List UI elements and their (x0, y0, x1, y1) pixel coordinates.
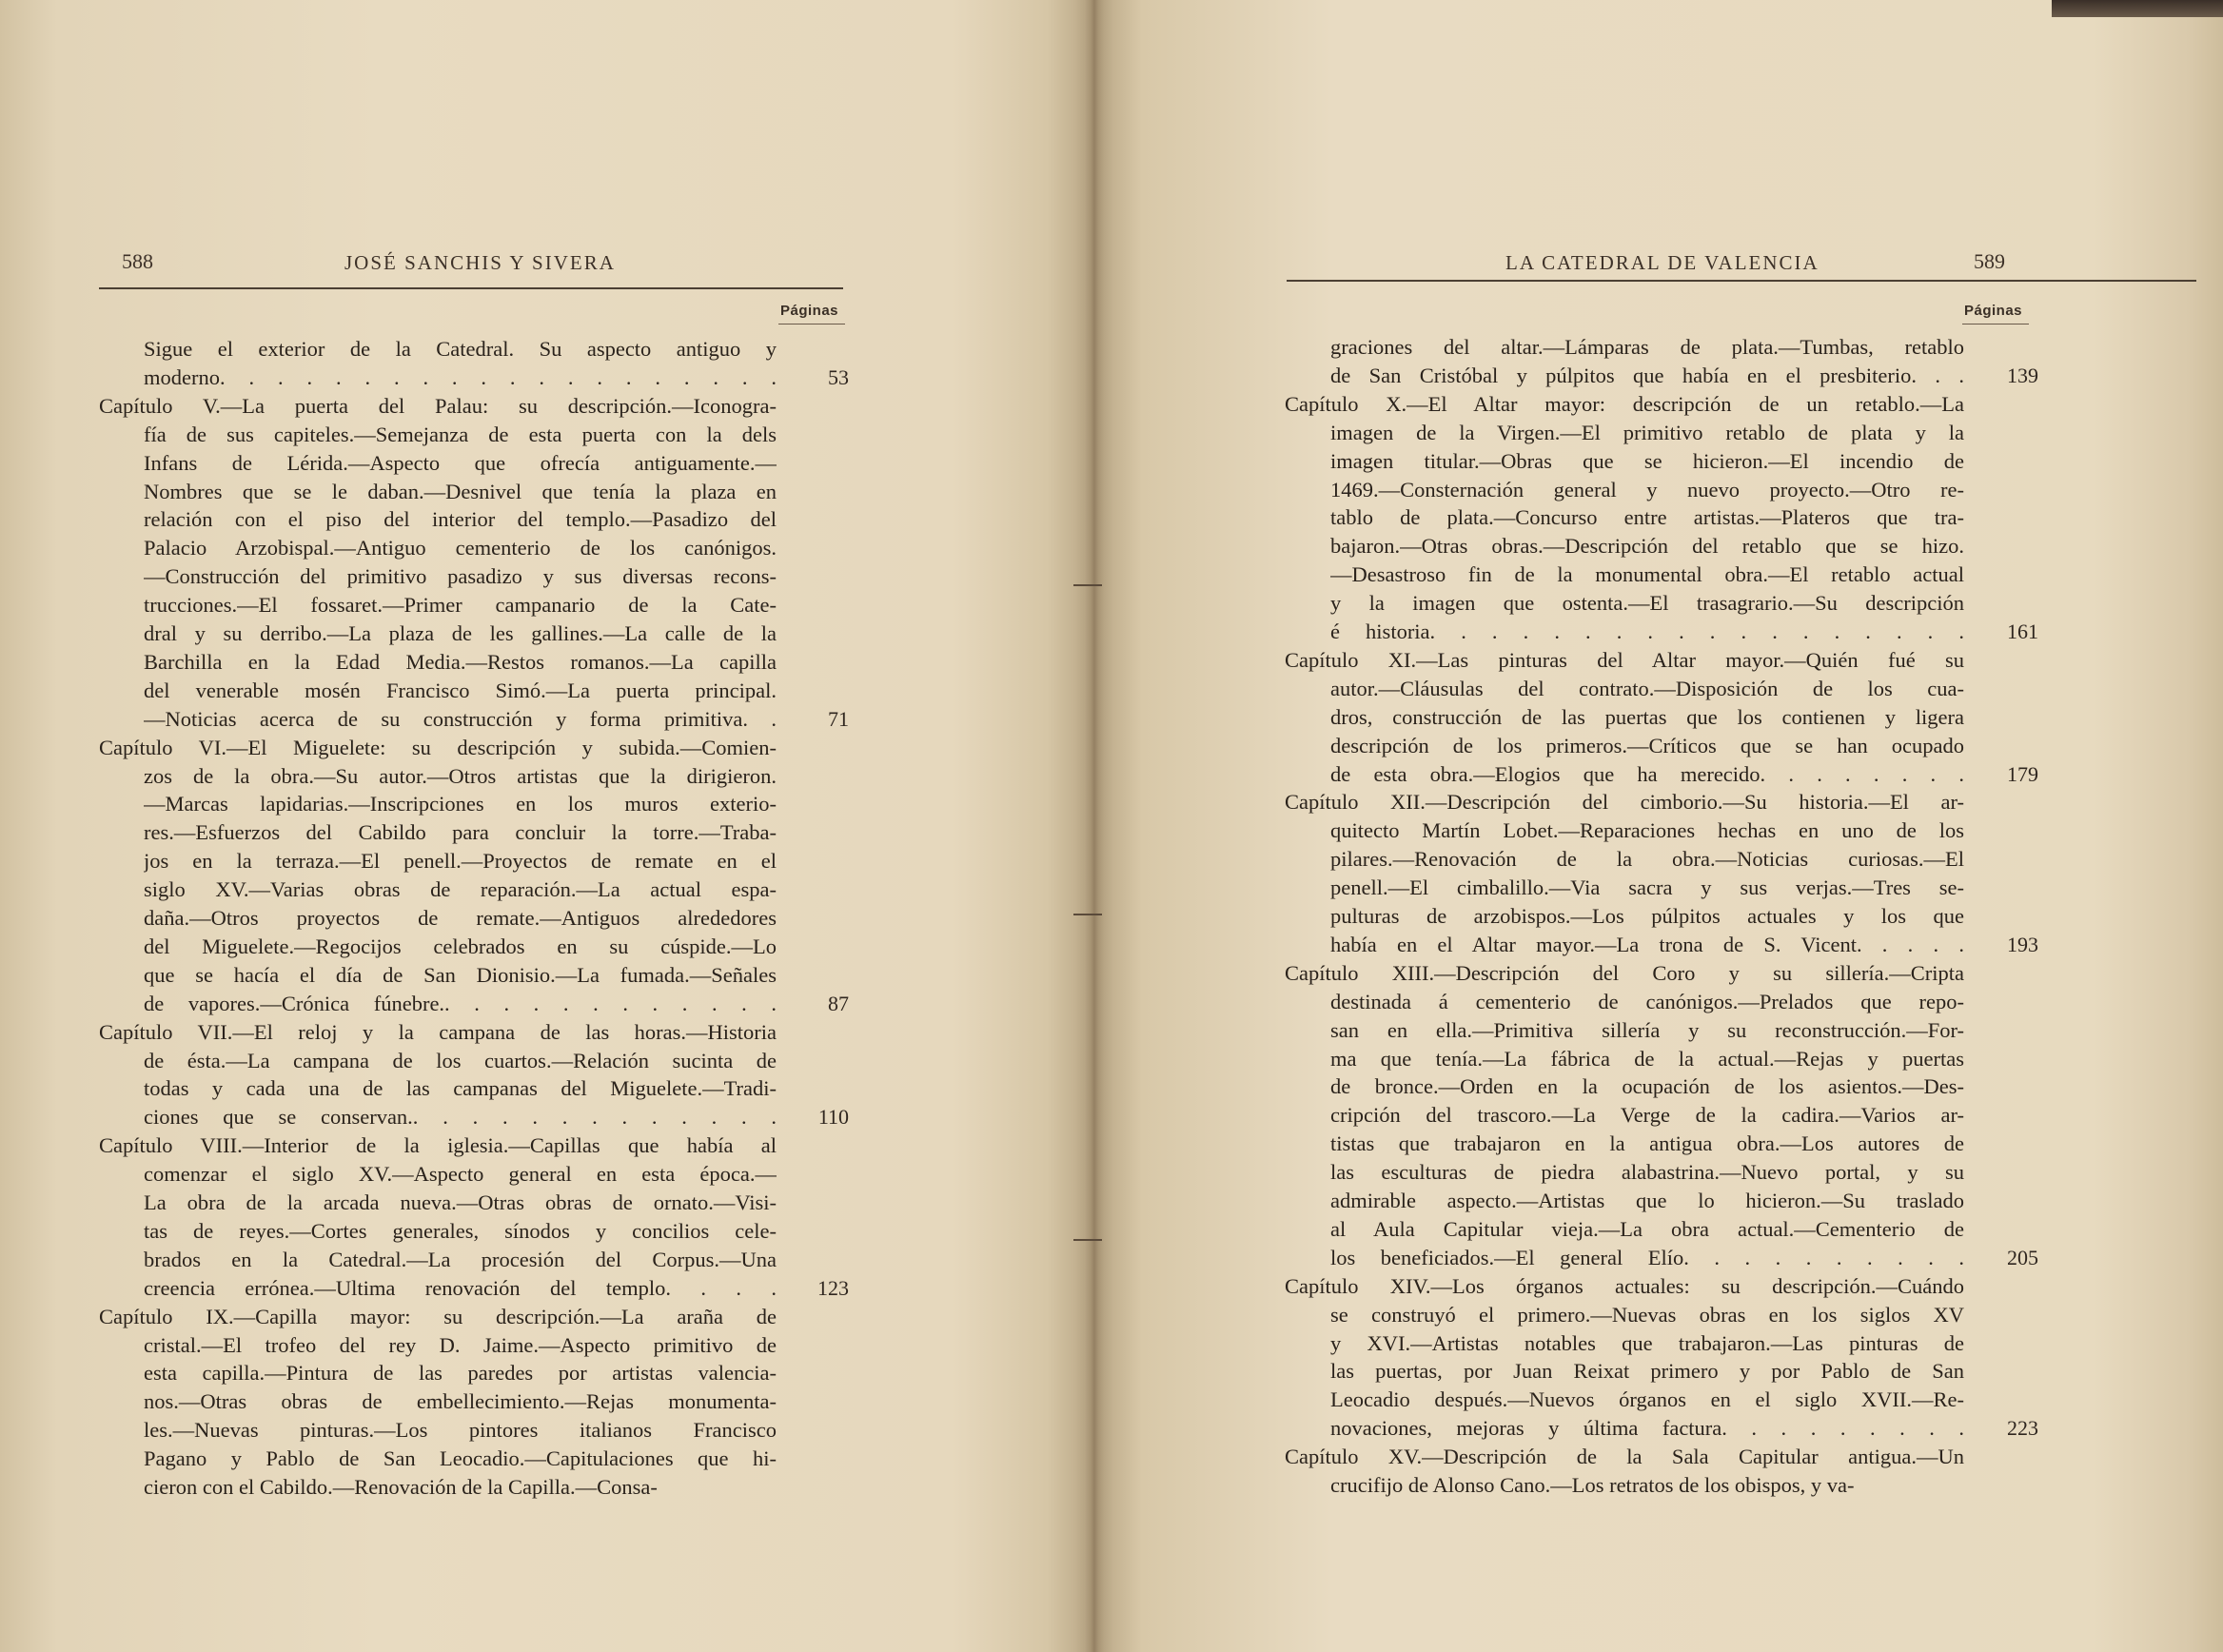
toc-line-text: jos en la terraza.—El penell.—Proyectos de remate en el (144, 849, 777, 874)
toc-entry-line (144, 1189, 777, 1217)
toc-entry-line (1330, 1329, 1964, 1358)
toc-entry-line (144, 1160, 777, 1189)
toc-line-text: pulturas de arzobispos.—Los púlpitos actuales y los que (1330, 904, 1964, 928)
toc-chapter-line (99, 1131, 777, 1160)
toc-entry-line (1330, 874, 1964, 902)
toc-line-text: de bronce.—Orden en la ocupación de los asientos.—Des- (1330, 1074, 1964, 1099)
toc-entry-line (144, 875, 777, 904)
toc-entry-line (144, 1074, 777, 1103)
toc-entry-last-line (1330, 931, 1964, 959)
toc-line-text: Capítulo XIV.—Los órganos actuales: su descripción.—Cuándo (1285, 1273, 1964, 1298)
toc-entry-line (144, 762, 777, 791)
toc-line-text: imagen de la Virgen.—El primitivo retablo de plata y la (1330, 420, 1964, 444)
toc-line-text: Nombres que se le daban.—Desnivel que tenía la plaza en (144, 479, 777, 503)
toc-entry-line (144, 562, 777, 591)
toc-entry-last-line (144, 364, 777, 392)
toc-line-text: Barchilla en la Edad Media.—Restos romanos.—La capilla (144, 649, 777, 674)
toc-page-number: 139 (2007, 363, 2038, 387)
toc-entry-last-line (1330, 1414, 1964, 1443)
left-page (0, 0, 1094, 1652)
toc-page-number: 205 (2007, 1245, 2038, 1269)
toc-page-number: 193 (2007, 932, 2038, 956)
toc-chapter-line (1285, 1443, 1964, 1471)
toc-entry-line (144, 505, 777, 534)
toc-line-text: descripción de los primeros.—Críticos que se han ocupado (1330, 733, 1964, 757)
toc-line-text: La obra de la arcada nueva.—Otras obras de ornato.—Visi- (144, 1190, 777, 1214)
toc-entry-line (144, 1387, 777, 1416)
toc-entry-line (1330, 532, 1964, 560)
toc-entry-line (1330, 419, 1964, 447)
right-page-number: 589 (1974, 249, 2005, 273)
toc-line-text: siglo XV.—Varias obras de reparación.—La actual espa- (144, 877, 777, 902)
toc-entry-last-line (1330, 362, 1964, 390)
toc-entry-line (1330, 675, 1964, 703)
toc-line-text: dral y su derribo.—La plaza de les gallines.—La calle de la (144, 621, 777, 645)
toc-line-text: tablo de plata.—Concurso entre artistas.—Plateros que tra- (1330, 505, 1964, 530)
toc-line-text: autor.—Cláusulas del contrato.—Disposición de los cua- (1330, 676, 1964, 700)
toc-line-text: Leocadio después.—Nuevos órganos en el siglo XVII.—Re- (1330, 1387, 1964, 1412)
right-page (1112, 0, 2223, 1652)
toc-entry-line (144, 1473, 777, 1502)
toc-line-text: penell.—El cimbalillo.—Via sacra y sus verjas.—Tres se- (1330, 875, 1964, 900)
toc-line-text: las esculturas de piedra alabastrina.—Nuevo portal, y su (1330, 1160, 1964, 1185)
toc-line-text: Capítulo XV.—Descripción de la Sala Capitular antigua.—Un (1285, 1445, 1964, 1469)
toc-line-text: —Desastroso fin de la monumental obra.—El retablo actual (1330, 562, 1964, 587)
toc-entry-last-line (1330, 760, 1964, 789)
toc-entry-line (144, 790, 777, 818)
toc-entry-line (1330, 1072, 1964, 1101)
toc-entry-line (1330, 816, 1964, 845)
toc-entry-line (144, 534, 777, 562)
toc-entry-line (144, 818, 777, 847)
toc-entry-line (1330, 732, 1964, 760)
toc-line-text: las puertas, por Juan Reixat primero y por Pablo de San (1330, 1359, 1964, 1384)
toc-chapter-line (1285, 959, 1964, 988)
toc-line-text: quitecto Martín Lobet.—Reparaciones hechas en uno de los (1330, 818, 1964, 843)
toc-line-text: graciones del altar.—Lámparas de plata.—Tumbas, retablo (1330, 335, 1964, 359)
toc-line-text: fía de sus capiteles.—Semejanza de esta puerta con la dels (144, 422, 777, 446)
toc-line-text: todas y cada una de las campanas del Miguelete.—Tradi- (144, 1076, 777, 1101)
left-page-number: 588 (122, 249, 153, 273)
toc-line-text: bajaron.—Otras obras.—Descripción del retablo que se hizo. (1330, 534, 1964, 559)
toc-entry-line (144, 478, 777, 506)
toc-entry-line (144, 1246, 777, 1274)
toc-page-number: 53 (828, 364, 849, 389)
toc-line-text: Capítulo XII.—Descripción del cimborio.—Su historia.—El ar- (1285, 790, 1964, 815)
toc-entry-line (1330, 476, 1964, 504)
right-paginas-label: Páginas (1964, 303, 2023, 319)
toc-line-text: destinada á cementerio de canónigos.—Prelados que repo- (1330, 989, 1964, 1013)
toc-entry-last-line (144, 1103, 777, 1131)
toc-line-text: nos.—Otras obras de embellecimiento.—Rejas monumenta- (144, 1389, 777, 1414)
toc-entry-line (1330, 1045, 1964, 1073)
toc-line-text: les.—Nuevas pinturas.—Los pintores italianos Francisco (144, 1418, 777, 1443)
toc-line-text: Palacio Arzobispal.—Antiguo cementerio de los canónigos. (144, 536, 777, 560)
toc-line-text: y la imagen que ostenta.—El trasagrario.—Su descripción (1330, 591, 1964, 616)
toc-line-text: que se hacía el día de San Dionisio.—La fumada.—Señales (144, 962, 777, 987)
toc-chapter-line (99, 1303, 777, 1331)
toc-line-text: 1469.—Consternación general y nuevo proyecto.—Otro re- (1330, 477, 1964, 502)
toc-entry-line (144, 648, 777, 677)
toc-line-text: é historia. . . . . . . . . . . . . . . . . . (1330, 620, 1964, 643)
toc-entry-line (144, 1331, 777, 1360)
toc-line-text: —Noticias acerca de su construcción y forma primitiva. . (144, 706, 777, 731)
toc-entry-line (144, 847, 777, 875)
toc-line-text: cieron con el Cabildo.—Renovación de la Capilla.—Consa- (144, 1475, 658, 1499)
toc-chapter-line (99, 734, 777, 762)
toc-line-text: Capítulo IX.—Capilla mayor: su descripción.—La araña de (99, 1304, 777, 1328)
toc-entry-last-line (144, 705, 777, 734)
left-running-title: JOSÉ SANCHIS Y SIVERA (344, 251, 616, 274)
toc-line-text: cristal.—El trofeo del rey D. Jaime.—Aspecto primitivo de (144, 1332, 777, 1357)
toc-line-text: se construyó el primero.—Nuevas obras en los siglos XV (1330, 1302, 1964, 1327)
toc-entry-last-line (1330, 1244, 1964, 1272)
toc-line-text: —Marcas lapidarias.—Inscripciones en los muros exterio- (144, 792, 777, 816)
toc-entry-line (1330, 503, 1964, 532)
toc-page-number: 110 (817, 1105, 849, 1130)
toc-entry-line (1330, 560, 1964, 589)
toc-chapter-line (1285, 1272, 1964, 1301)
toc-entry-line (144, 591, 777, 620)
toc-entry-last-line (1330, 618, 1964, 646)
toc-line-text: de San Cristóbal y púlpitos que había en el presbiterio. . . (1330, 363, 1964, 387)
toc-line-text: Capítulo V.—La puerta del Palau: su descripción.—Iconogra- (99, 393, 777, 418)
toc-entry-line (1330, 1357, 1964, 1386)
toc-line-text: san en ella.—Primitiva sillería y su reconstrucción.—For- (1330, 1017, 1964, 1042)
toc-entry-line (1330, 589, 1964, 618)
toc-entry-line (144, 961, 777, 990)
toc-entry-last-line (144, 1274, 777, 1303)
toc-page-number: 223 (2007, 1416, 2038, 1441)
toc-entry-line (144, 421, 777, 449)
toc-entry-line (1330, 1130, 1964, 1158)
toc-line-text: daña.—Otros proyectos de remate.—Antiguos alrededores (144, 906, 777, 930)
left-running-head (0, 249, 1094, 278)
toc-entry-line (1330, 902, 1964, 931)
right-running-head (1112, 249, 2223, 278)
toc-line-text: creencia errónea.—Ultima renovación del templo. . . . (144, 1275, 777, 1300)
toc-entry-line (1330, 845, 1964, 874)
toc-entry-line (144, 933, 777, 961)
toc-entry-line (144, 1359, 777, 1387)
toc-page-number: 71 (828, 706, 849, 731)
toc-entry-line (1330, 1386, 1964, 1414)
toc-entry-line (144, 1047, 777, 1075)
toc-line-text: —Construcción del primitivo pasadizo y sus diversas recons- (144, 564, 777, 589)
toc-entry-line (1330, 1215, 1964, 1244)
toc-line-text: de ésta.—La campana de los cuartos.—Relación sucinta de (144, 1048, 777, 1072)
toc-line-text: moderno. . . . . . . . . . . . . . . . . . . . (144, 364, 777, 389)
toc-line-text: y XVI.—Artistas notables que trabajaron.—Las pinturas de (1330, 1330, 1964, 1355)
toc-chapter-line (1285, 788, 1964, 816)
toc-line-text: imagen titular.—Obras que se hicieron.—El incendio de (1330, 448, 1964, 473)
toc-entry-line (144, 449, 777, 478)
toc-entry-line (144, 677, 777, 705)
toc-entry-line (1330, 703, 1964, 732)
toc-line-text: ma que tenía.—La fábrica de la actual.—Rejas y puertas (1330, 1046, 1964, 1071)
toc-line-text: cripción del trascoro.—La Verge de la cadira.—Varios ar- (1330, 1103, 1964, 1128)
toc-entry-line (144, 904, 777, 933)
right-header-rule (1287, 280, 2196, 282)
toc-line-text: del Miguelete.—Regocijos celebrados en su cúspide.—Lo (144, 934, 777, 958)
toc-entry-line (1330, 988, 1964, 1016)
toc-line-text: ciones que se conservan.. . . . . . . . . . . . . (144, 1105, 777, 1130)
toc-line-text: pilares.—Renovación de la obra.—Noticias curiosas.—El (1330, 847, 1964, 872)
toc-entry-line (144, 620, 777, 648)
toc-line-text: había en el Altar mayor.—La trona de S. Vicent. . . . . (1330, 932, 1964, 956)
toc-page-number: 161 (2007, 620, 2038, 643)
toc-line-text: zos de la obra.—Su autor.—Otros artistas que la dirigieron. (144, 763, 777, 788)
toc-entry-line (1330, 1101, 1964, 1130)
toc-line-text: tas de reyes.—Cortes generales, sínodos y concilios cele- (144, 1218, 777, 1243)
toc-line-text: Capítulo XIII.—Descripción del Coro y su sillería.—Cripta (1285, 960, 1964, 985)
toc-entry-line (1330, 447, 1964, 476)
toc-line-text: dros, construcción de las puertas que los contienen y ligera (1330, 704, 1964, 729)
toc-entry-line (1330, 1016, 1964, 1045)
toc-page-number: 179 (2007, 761, 2038, 786)
toc-entry-line (1330, 333, 1964, 362)
toc-line-text: Infans de Lérida.—Aspecto que ofrecía antiguamente.— (144, 450, 777, 475)
toc-chapter-line (99, 1018, 777, 1047)
toc-line-text: trucciones.—El fossaret.—Primer campanario de la Cate- (144, 593, 777, 618)
toc-entry-line (144, 1416, 777, 1445)
toc-line-text: Capítulo X.—El Altar mayor: descripción de un retablo.—La (1285, 391, 1964, 416)
toc-chapter-line (1285, 646, 1964, 675)
right-running-title: LA CATEDRAL DE VALENCIA (1505, 251, 1820, 274)
toc-line-text: novaciones, mejoras y última factura. . . . . . . . . (1330, 1416, 1964, 1441)
toc-line-text: relación con el piso del interior del templo.—Pasadizo del (144, 507, 777, 532)
toc-line-text: Capítulo VII.—El reloj y la campana de las horas.—Historia (99, 1019, 777, 1044)
toc-entry-line (144, 1217, 777, 1246)
toc-line-text: esta capilla.—Pintura de las paredes por artistas valencia- (144, 1361, 777, 1386)
toc-line-text: de vapores.—Crónica fúnebre.. . . . . . . . . . . . (144, 991, 777, 1015)
toc-line-text: Capítulo VI.—El Miguelete: su descripción y subida.—Comien- (99, 735, 777, 759)
toc-line-text: Pagano y Pablo de San Leocadio.—Capitulaciones que hi- (144, 1446, 777, 1471)
toc-entry-line (1330, 1471, 1964, 1500)
toc-entry-last-line (144, 990, 777, 1018)
toc-chapter-line (99, 392, 777, 421)
toc-entry-line (144, 335, 777, 364)
toc-entry-line (1330, 1301, 1964, 1329)
toc-line-text: Sigue el exterior de la Catedral. Su aspecto antiguo y (144, 337, 777, 361)
left-paginas-label: Páginas (780, 303, 839, 319)
toc-entry-line (1330, 1187, 1964, 1215)
toc-entry-line (144, 1445, 777, 1473)
toc-line-text: los beneficiados.—El general Elío. . . . . . . . . . (1330, 1245, 1964, 1269)
toc-line-text: Capítulo VIII.—Interior de la iglesia.—Capillas que había al (99, 1133, 777, 1158)
left-header-rule (99, 287, 843, 289)
toc-line-text: de esta obra.—Elogios que ha merecido. . . . . . . . (1330, 761, 1964, 786)
toc-entry-line (1330, 1158, 1964, 1187)
toc-chapter-line (1285, 390, 1964, 419)
toc-line-text: del venerable mosén Francisco Simó.—La puerta principal. (144, 678, 777, 702)
toc-line-text: tistas que trabajaron en la antigua obra.—Los autores de (1330, 1131, 1964, 1156)
toc-line-text: res.—Esfuerzos del Cabildo para concluir la torre.—Traba- (144, 820, 777, 845)
toc-page-number: 123 (817, 1275, 849, 1300)
toc-page-number: 87 (828, 991, 849, 1015)
toc-line-text: brados en la Catedral.—La procesión del Corpus.—Una (144, 1247, 777, 1271)
toc-line-text: al Aula Capitular vieja.—La obra actual.—Cementerio de (1330, 1216, 1964, 1241)
toc-line-text: Capítulo XI.—Las pinturas del Altar mayor.—Quién fué su (1285, 647, 1964, 672)
toc-line-text: admirable aspecto.—Artistas que lo hicieron.—Su traslado (1330, 1189, 1964, 1212)
toc-line-text: comenzar el siglo XV.—Aspecto general en esta época.— (144, 1162, 777, 1187)
toc-line-text: crucifijo de Alonso Cano.—Los retratos de los obispos, y va- (1330, 1473, 1855, 1497)
